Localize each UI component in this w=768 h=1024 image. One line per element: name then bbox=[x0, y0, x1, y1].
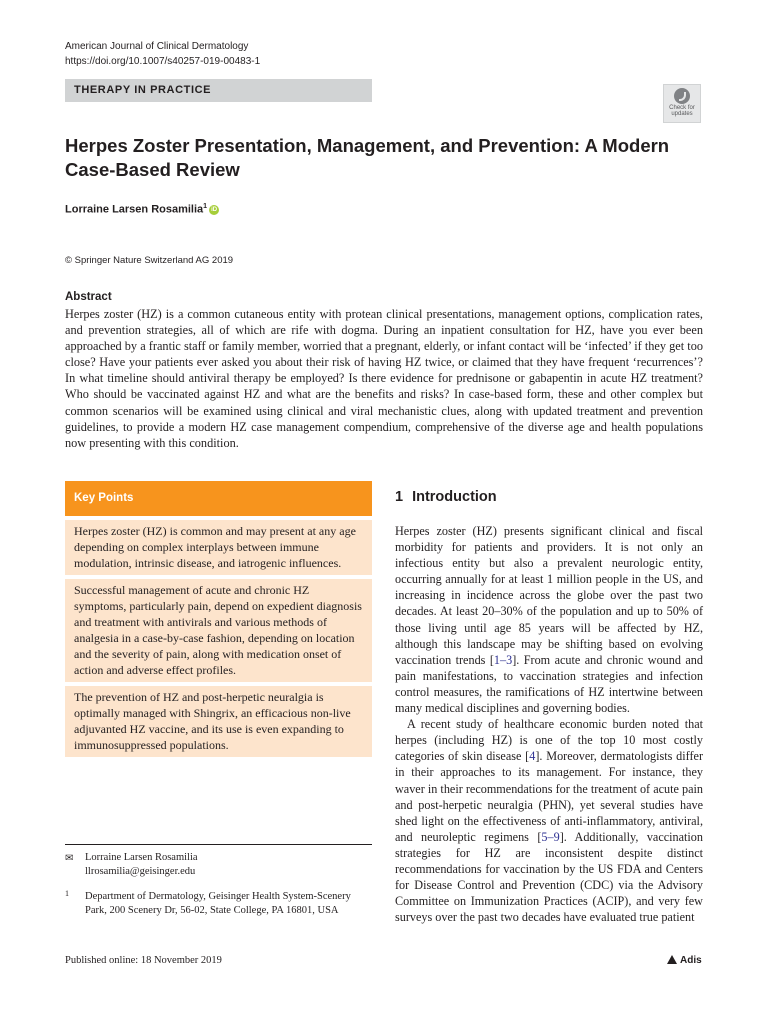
footnote-divider bbox=[65, 844, 372, 845]
abstract-heading: Abstract bbox=[65, 291, 112, 303]
paragraph-text: ]. From acute and chronic wound and pain manifestations, to vaccination strategies and infection control measures, the ramifications of HZ intertwine between many medical disciplines and governing bodies. bbox=[395, 652, 703, 716]
publisher-logo bbox=[667, 955, 702, 966]
adis-triangle-icon bbox=[667, 955, 677, 964]
check-for-updates-badge[interactable] bbox=[663, 84, 701, 123]
introduction-body bbox=[395, 523, 703, 925]
envelope-icon: ✉ bbox=[65, 853, 74, 864]
publisher-name: Adis bbox=[680, 955, 702, 966]
paragraph bbox=[395, 523, 703, 716]
article-title: Herpes Zoster Presentation, Management, and Prevention: A Modern Case-Based Review bbox=[65, 135, 670, 180]
corresponding-author-email[interactable]: llrosamilia@geisinger.edu bbox=[85, 866, 196, 877]
published-date: Published online: 18 November 2019 bbox=[65, 955, 222, 966]
affiliation-text: Department of Dermatology, Geisinger Health System-Scenery Park, 200 Scenery Dr, 56-02, State College, PA 16801, USA bbox=[85, 891, 351, 916]
key-point-item: Herpes zoster (HZ) is common and may present at any age depending on complex interplays between immune modulation, intrinsic disease, and iatrogenic influences. bbox=[65, 520, 372, 575]
paragraph-text: A recent study of healthcare economic burden noted that herpes (including HZ) is one of the top 10 most costly categories of skin disease [ bbox=[395, 717, 703, 764]
paragraph-text: ]. Moreover, dermatologists differ in their approaches to its management. For instance, they waver in their recommendations for the treatment of acute pain and post-herpetic neuralgia (PHN), yet several studies have shed light on the effectiveness of anti-inflammatory, antiviral, and neuroleptic regimens [ bbox=[395, 749, 704, 844]
corresponding-author-name: Lorraine Larsen Rosamilia bbox=[85, 852, 198, 863]
section-tag: THERAPY IN PRACTICE bbox=[65, 79, 372, 102]
citation-link[interactable]: 5–9 bbox=[541, 829, 560, 844]
key-points-heading: Key Points bbox=[65, 481, 372, 516]
copyright: © Springer Nature Switzerland AG 2019 bbox=[65, 255, 234, 266]
paragraph-text: ]. Additionally, vaccination strategies for HZ are inconsistent despite distinct recommendations for vaccination by the US FDA and Centers for Disease Control and Prevention (CDC) via the Advisory Committee on Immunization Practices (ACIP), and very few surveys over the past two decades have evaluated true patient bbox=[395, 829, 703, 925]
key-point-item: Successful management of acute and chronic HZ symptoms, particularly pain, depend on expedient diagnosis and treatment with antivirals and various methods of analgesia in a case-by-case fashion, depending on location and the severity of pain, along with medication onset of action and adverse effect profiles. bbox=[65, 579, 372, 682]
key-point-item: The prevention of HZ and post-herpetic neuralgia is optimally managed with Shingrix, an efficacious non-live adjuvanted HZ vaccine, and its use is even expanding to immunosuppressed populations. bbox=[65, 686, 372, 757]
author-name[interactable]: Lorraine Larsen Rosamilia bbox=[65, 203, 204, 216]
key-points-box bbox=[65, 481, 372, 751]
author-line bbox=[65, 203, 219, 216]
update-check-icon bbox=[674, 88, 690, 104]
journal-name: American Journal of Clinical Dermatology bbox=[65, 41, 249, 52]
section-title: Introduction bbox=[412, 489, 497, 505]
citation-link[interactable]: 4 bbox=[529, 749, 536, 764]
citation-link[interactable]: 1–3 bbox=[493, 652, 513, 667]
introduction-heading bbox=[395, 489, 497, 505]
doi-link[interactable]: https://doi.org/10.1007/s40257-019-00483-1 bbox=[65, 56, 261, 67]
paragraph bbox=[395, 716, 703, 925]
update-badge-line1: Check for bbox=[669, 105, 695, 111]
section-number: 1 bbox=[395, 489, 404, 505]
paragraph-text: Herpes zoster (HZ) presents significant clinical and fiscal morbidity for patients and providers. It is not only an infectious entity but also a prevalent neurologic entity, occurring annually for at least 1 million people in the US, and increasing in incidence across the globe over the past two decades. At least 20–30% of the population and up to 50% of those living until age 85 years will be affected by HZ, although this landscape may be shifting based on evolving vaccination trends [ bbox=[395, 524, 703, 667]
update-badge-line2: updates bbox=[671, 111, 693, 117]
author-affiliation-sup: 1 bbox=[203, 203, 208, 210]
abstract-text: Herpes zoster (HZ) is a common cutaneous entity with protean clinical presentations, management options, complication rates, and prevention strategies, all of which are rife with dogma. During an inpatient consultation for HZ, have you ever been approached by a frantic staff or family member, worried that a pregnant, elderly, or infant contact will be ‘infected’ if they get too close? Have your patients ever asked you about their risk of having HZ twice, or claimed that they have frequent ‘recurrences’? In what timeline should antiviral therapy be employed? Is there evidence for prednisone or gabapentin in acute HZ treatment? Who should be vaccinated against HZ and what are the benefits and risks? In case-based form, these and other complex but common scenarios will be examined using clinical and viral mechanistic clues, along with updated treatment and prevention guidelines, to provide a modern HZ case management compendium, comprehensive of the diverse age and health populations now presenting with this condition. bbox=[65, 307, 703, 450]
affiliation-number: 1 bbox=[65, 889, 69, 898]
orcid-icon[interactable]: iD bbox=[211, 206, 218, 213]
